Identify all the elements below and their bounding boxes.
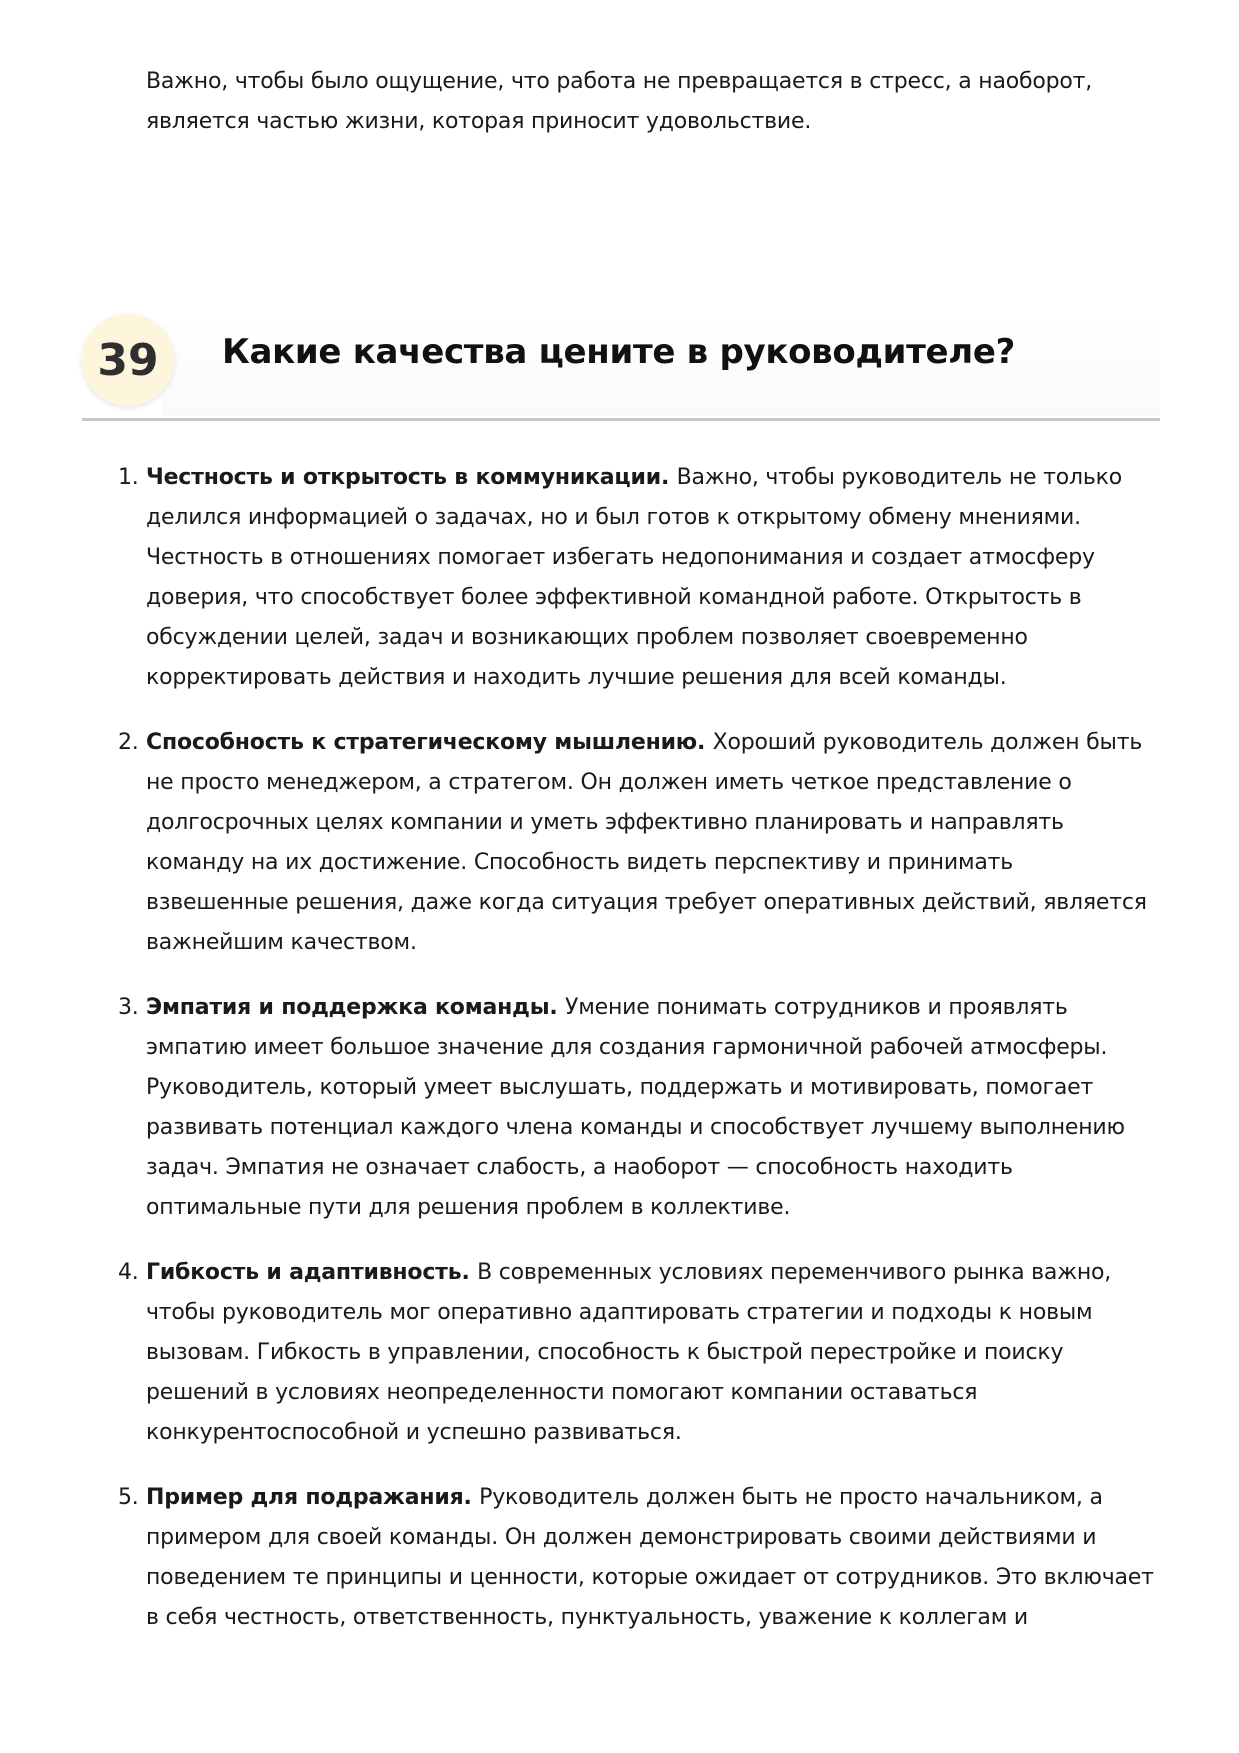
list-item-number: 2. bbox=[118, 730, 139, 755]
section-divider bbox=[82, 418, 1160, 421]
section-header bbox=[82, 310, 1160, 420]
list-item bbox=[118, 1478, 1158, 1638]
list-item-number: 1. bbox=[118, 465, 139, 490]
section-title: Какие качества цените в руководителе? bbox=[222, 332, 1016, 372]
list-item bbox=[118, 723, 1158, 963]
list-item-number: 4. bbox=[118, 1260, 139, 1285]
list-item-number: 5. bbox=[118, 1485, 139, 1510]
list-item-title: Гибкость и адаптивность. bbox=[146, 1260, 478, 1285]
question-number-badge: 39 bbox=[82, 314, 174, 406]
list-item-number: 3. bbox=[118, 995, 139, 1020]
list-item bbox=[118, 458, 1158, 698]
list-item-title: Пример для подражания. bbox=[146, 1485, 480, 1510]
list-item-text: Хороший руководитель должен быть не просто менеджером, а стратегом. Он должен иметь четкое представление о долгосрочных целях компании и уметь эффективно планировать и направлять команду на их достижение. Способность видеть перспективу и принимать взвешенные решения, даже когда ситуация требует оперативных действий, является важнейшим качеством. bbox=[146, 730, 1147, 955]
list-item bbox=[118, 1253, 1158, 1453]
list-item-title: Честность и открытость в коммуникации. bbox=[146, 465, 677, 490]
intro-paragraph: Важно, чтобы было ощущение, что работа не превращается в стресс, а наоборот, является частью жизни, которая приносит удовольствие. bbox=[146, 69, 1093, 134]
list-item bbox=[118, 988, 1158, 1228]
list-item-text: Руководитель должен быть не просто начальником, а примером для своей команды. Он должен демонстрировать своими действиями и поведением те принципы и ценности, которые ожидает от сотрудников. Это включает в себя честность, ответственность, пунктуальность, уважение к коллегам и bbox=[146, 1485, 1154, 1630]
list-item-text: Важно, чтобы руководитель не только делился информацией о задачах, но и был готов к открытому обмену мнениями. Честность в отношениях помогает избегать недопонимания и создает атмосферу доверия, что способствует более эффективной командной работе. Открытость в обсуждении целей, задач и возникающих проблем позволяет своевременно корректировать действия и находить лучшие решения для всей команды. bbox=[146, 465, 1123, 690]
list-item-title: Эмпатия и поддержка команды. bbox=[146, 995, 565, 1020]
qualities-list bbox=[118, 458, 1158, 1663]
list-item-text: Умение понимать сотрудников и проявлять эмпатию имеет большое значение для создания гармоничной рабочей атмосферы. Руководитель, который умеет выслушать, поддержать и мотивировать, помогает развивать потенциал каждого члена команды и способствует лучшему выполнению задач. Эмпатия не означает слабость, а наоборот — способность находить оптимальные пути для решения проблем в коллективе. bbox=[146, 995, 1125, 1220]
list-item-text: В современных условиях переменчивого рынка важно, чтобы руководитель мог оперативно адаптировать стратегии и подходы к новым вызовам. Гибкость в управлении, способность к быстрой перестройке и поиску решений в условиях неопределенности помогают компании оставаться конкурентоспособной и успешно развиваться. bbox=[146, 1260, 1112, 1445]
list-item-title: Способность к стратегическому мышлению. bbox=[146, 730, 713, 755]
